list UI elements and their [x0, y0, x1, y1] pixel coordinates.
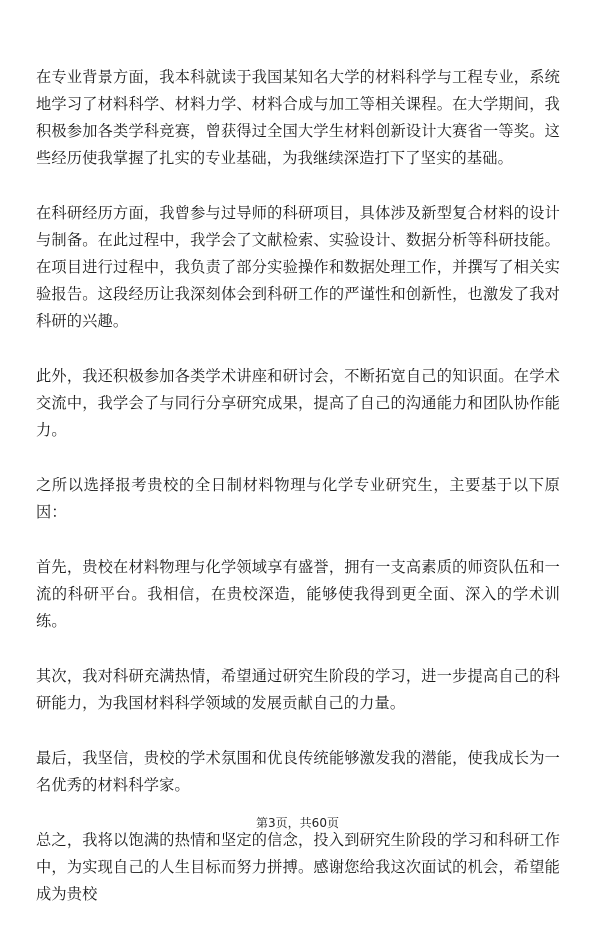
paragraph-research: 在科研经历方面，我曾参与过导师的科研项目，具体涉及新型复合材料的设计与制备。在此过程中，我学会了文献检索、实验设计、数据分析等科研技能。在项目进行过程中，我负责了部分实验操作和数据处理工作，并撰写了相关实验报告。这段经历让我深刻体会到科研工作的严谨性和创新性，也激发了我对科研的兴趣。 [36, 204, 560, 330]
paragraph-reason-last: 最后，我坚信，贵校的学术氛围和优良传统能够激发我的潜能，使我成长为一名优秀的材料科学家。 [36, 749, 560, 794]
paragraph-academic-exchange: 此外，我还积极参加各类学术讲座和研讨会，不断拓宽自己的知识面。在学术交流中，我学会了与同行分享研究成果，提高了自己的沟通能力和团队协作能力。 [36, 367, 560, 439]
document-body [36, 64, 560, 936]
paragraph-reason-first: 首先，贵校在材料物理与化学领域享有盛誉，拥有一支高素质的师资队伍和一流的科研平台。我相信，在贵校深造，能够使我得到更全面、深入的学术训练。 [36, 558, 560, 630]
page-number: 第3页，共60页 [256, 816, 339, 830]
paragraph-reasons-intro: 之所以选择报考贵校的全日制材料物理与化学专业研究生，主要基于以下原因： [36, 476, 560, 521]
paragraph-conclusion: 总之，我将以饱满的热情和坚定的信念，投入到研究生阶段的学习和科研工作中，为实现自己的人生目标而努力拼搏。感谢您给我这次面试的机会，希望能成为贵校 [36, 831, 560, 903]
paragraph-reason-second: 其次，我对科研充满热情，希望通过研究生阶段的学习，进一步提高自己的科研能力，为我国材料科学领域的发展贡献自己的力量。 [36, 667, 560, 712]
paragraph-background: 在专业背景方面，我本科就读于我国某知名大学的材料科学与工程专业，系统地学习了材料科学、材料力学、材料合成与加工等相关课程。在大学期间，我积极参加各类学科竞赛，曾获得过全国大学生材料创新设计大赛省一等奖。这些经历使我掌握了扎实的专业基础，为我继续深造打下了坚实的基础。 [36, 68, 560, 167]
